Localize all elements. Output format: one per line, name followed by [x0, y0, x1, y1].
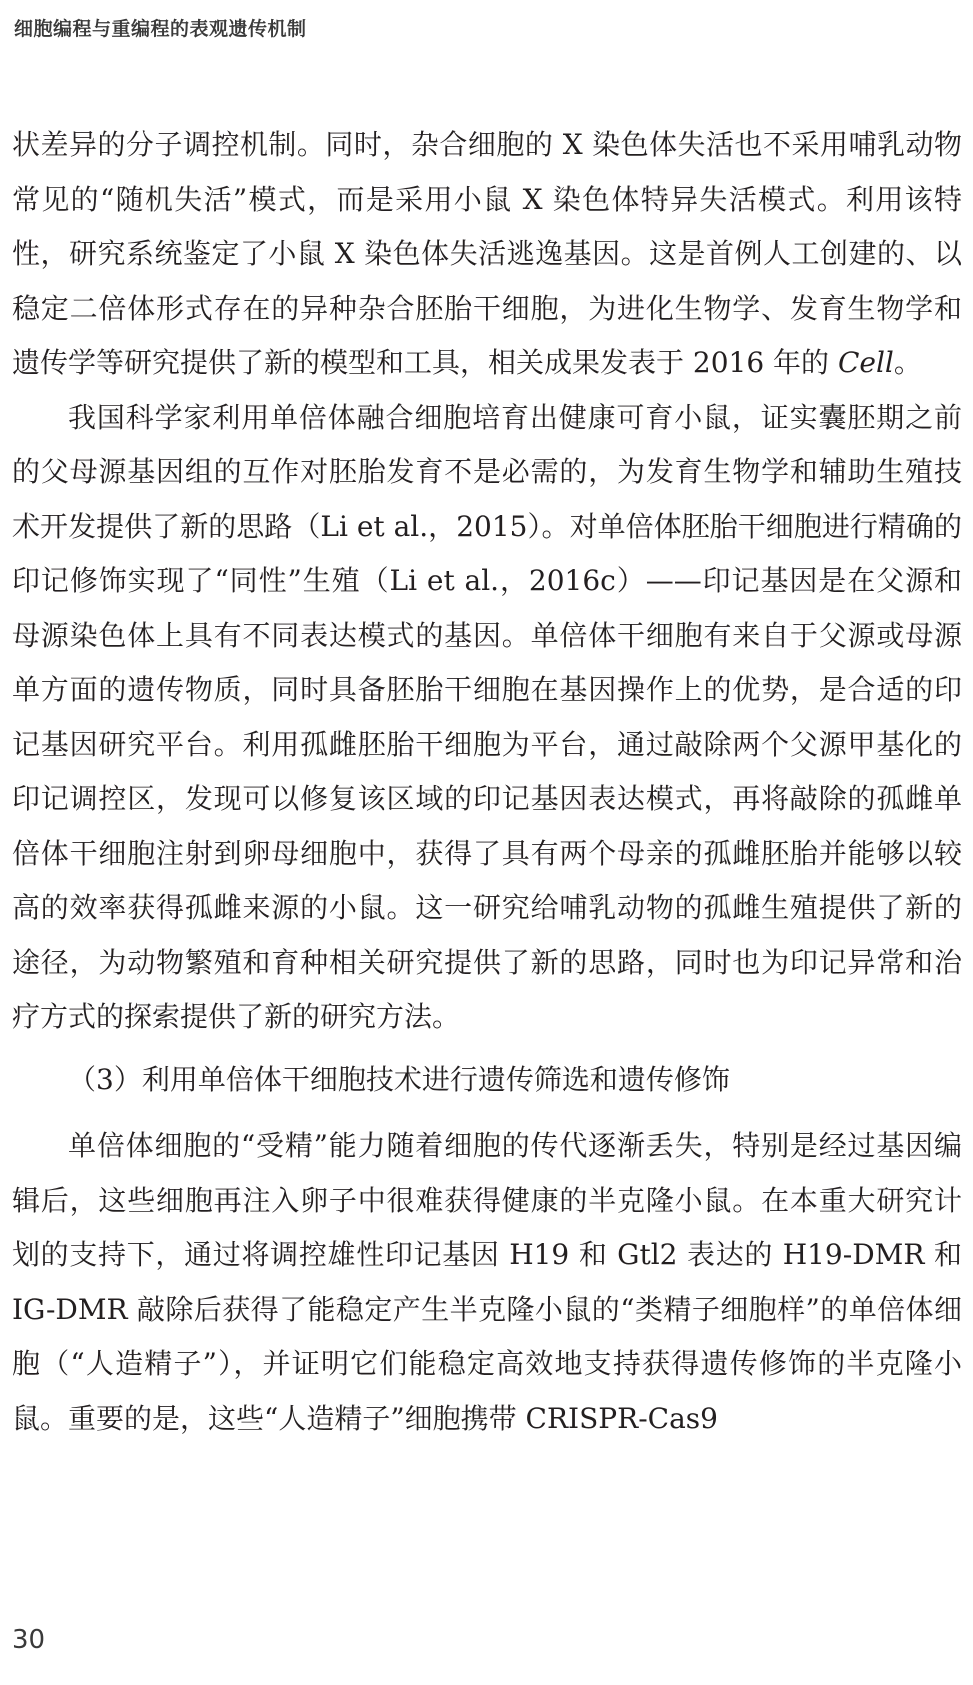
page-number: 30	[12, 1625, 46, 1655]
section-heading: （3）利用单倍体干细胞技术进行遗传筛选和遗传修饰	[68, 1062, 730, 1096]
paragraph: 单倍体细胞的“受精”能力随着细胞的传代逐渐丢失，特别是经过基因编辑后，这些细胞再注入卵子中很难获得健康的半克隆小鼠。在本重大研究计划的支持下，通过将调控雄性印记基因 H19 和 Gtl2 表达的 H19-DMR 和 IG-DMR 敲除后获得了能稳定产生半克隆小鼠的“类精子细胞样”的单倍体细胞（“人造精子”），并证明它们能稳定高效地支持获得遗传修饰的半克隆小鼠。重要的是，这些“人造精子”细胞携带 CRISPR-Cas9	[12, 1129, 962, 1435]
paragraph-text-end: 。	[893, 346, 922, 379]
journal-name: Cell	[837, 346, 894, 379]
body-text	[12, 118, 962, 1446]
paragraph: 我国科学家利用单倍体融合细胞培育出健康可育小鼠，证实囊胚期之前的父母源基因组的互作对胚胎发育不是必需的，为发育生物学和辅助生殖技术开发提供了新的思路（Li et al.，2015）。对单倍体胚胎干细胞进行精确的印记修饰实现了“同性”生殖（Li et al.，2016c）——印记基因是在父源和母源染色体上具有不同表达模式的基因。单倍体干细胞有来自于父源或母源单方面的遗传物质，同时具备胚胎干细胞在基因操作上的优势，是合适的印记基因研究平台。利用孤雌胚胎干细胞为平台，通过敲除两个父源甲基化的印记调控区，发现可以修复该区域的印记基因表达模式，再将敲除的孤雌单倍体干细胞注射到卵母细胞中，获得了具有两个母亲的孤雌胚胎并能够以较高的效率获得孤雌来源的小鼠。这一研究给哺乳动物的孤雌生殖提供了新的途径，为动物繁殖和育种相关研究提供了新的思路，同时也为印记异常和治疗方式的探索提供了新的研究方法。	[12, 400, 962, 1033]
paragraph-continued	[12, 118, 962, 391]
paragraph-text: 状差异的分子调控机制。同时，杂合细胞的 X 染色体失活也不采用哺乳动物常见的“随机失活”模式，而是采用小鼠 X 染色体特异失活模式。利用该特性，研究系统鉴定了小鼠 X 染色体失活逃逸基因。这是首例人工创建的、以稳定二倍体形式存在的异种杂合胚胎干细胞，为进化生物学、发育生物学和遗传学等研究提供了新的模型和工具，相关成果发表于 2016 年的	[12, 128, 962, 379]
running-header: 细胞编程与重编程的表观遗传机制	[14, 18, 307, 40]
